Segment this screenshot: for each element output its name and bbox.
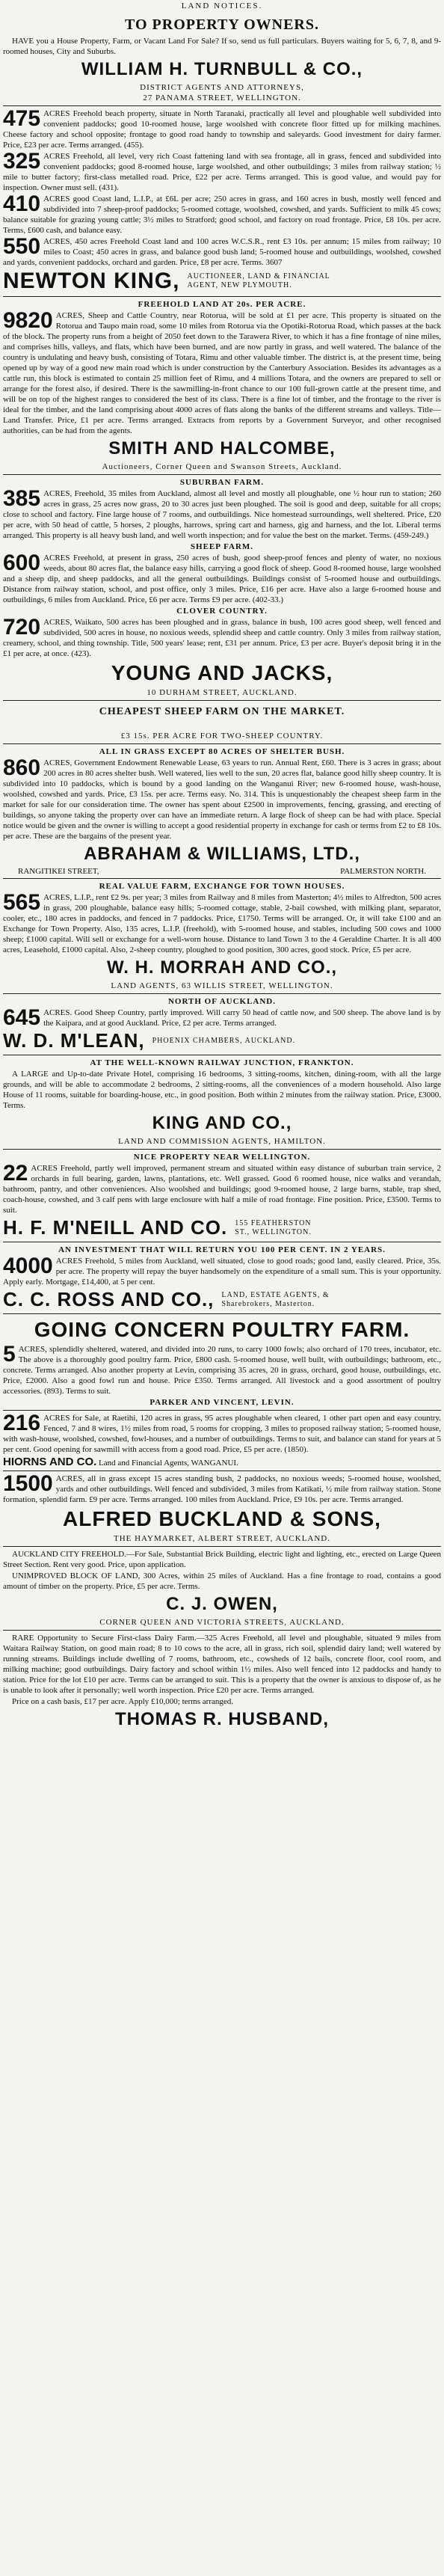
ad-parker-vincent xyxy=(3,1314,441,1411)
acreage-number: 5 xyxy=(3,1342,16,1367)
ad-smith-halcombe xyxy=(3,297,441,475)
listing-text: ACRES Freehold, all level, very rich Coast fattening land with sea frontage, all in grass, fenced and subdivided into convenient paddocks; good 8-roomed house, large woolshed, and other outbuildings; 3 miles from railway station; ½ mile to butter factory; first-class metalled road. Price, £22 per acre. Terms arranged. This is good value, and would pay for inspection. Owner must sell. (431). xyxy=(3,152,441,192)
ad-owen xyxy=(3,1547,441,1631)
company-side xyxy=(235,1219,312,1237)
acreage-number: 860 xyxy=(3,755,41,780)
listing-item xyxy=(3,1005,441,1030)
ad-section-heading: CLOVER COUNTRY. xyxy=(176,607,268,616)
company-block xyxy=(3,269,441,294)
company-name: H. F. M'NEILL AND CO. xyxy=(3,1216,228,1239)
ad-young-jacks xyxy=(3,475,441,701)
listing-item xyxy=(3,1344,441,1396)
company-side xyxy=(187,272,330,290)
acreage-number: 720 xyxy=(3,615,41,640)
listing-text: ACRES, Sheep and Cattle Country, near Rotorua, will be sold at £1 per acre. This property is situated on the Rotorua and Taupo main road, some 10 miles from Rotorua via the Opotiki-Rotorua Road, which passes at the back of the block. The property runs from a height of 2050 feet down to the Tarawera River, to which it has a fine frontage of nine miles, and comprises hills, valleys, and flats, which have been burned, and are now partly in grass, and well watered. The balance of the country is undulating and heavy bush, consisting of Totara, Rimu and other valuable timber. The district is, at the present time, being opened up by way of a good new main road which is under construction by the Canterbury Association. Besides its advantages as a cattle run, this block is estimated to contain 25 million feet of Rimu, and 4 millions Totara, and the owners are prepared to sell or arrange for the forest also, if desired. There is the sawmilling-in-front chance to our 100 full-grown cattle at the present time, and will be on top of the highest ranges to considered the best of its class. There is a fine lot of timber, and the frontage to the river is ideal for the timber, and the land comprising about 4000 acres of flats along the banks of the different streams and valleys. Title—Land Transfer. Price, £1 per acre. Terms arranged. Extracts from reports by a Government Surveyor, and other recognised authorities, can be had from the agents. xyxy=(3,311,441,435)
company-side: PHOENIX CHAMBERS, AUCKLAND. xyxy=(152,1036,296,1045)
ad-husband xyxy=(3,1631,441,1735)
listing-item xyxy=(3,553,441,605)
acreage-number: 22 xyxy=(3,1161,28,1186)
listing-text: ACRES, all in grass except 15 acres standing bush, 2 paddocks, no noxious weeds; 5-roomed house, woolshed, yards and other outbuildings. Well fenced and subdivided, 3 miles from Katikati, ½ mile from railway station. Stone formation, splendid farm. £9 per acre. Terms arranged. 100 miles from Auckland. Price, £9 10s. per acre. Terms arranged. xyxy=(3,1474,441,1504)
company-side-line: Sharebrokers, Masterton. xyxy=(221,1299,315,1308)
listing-item xyxy=(3,617,441,659)
ad-heading: CHEAPEST SHEEP FARM ON THE MARKET. xyxy=(99,706,345,717)
company-block xyxy=(3,1029,441,1052)
acreage-number: 4000 xyxy=(3,1254,53,1278)
listing-text: ACRES good Coast land, L.I.P., at £6L per acre; 250 acres in grass, and 160 acres in bush, mostly well fenced and subdivided into 7 sheep-proof paddocks; 5-roomed cottage, woolshed, cowshed, and yards. Sufficient to milk 45 cows; balance suitable for grazing young cattle; 3½ miles to Stratford; good school, and factory on road frontage. Price, £8 10s. per acre. Terms, £600 cash, and balance easy. xyxy=(3,194,441,235)
ad-section-heading: AT THE WELL-KNOWN RAILWAY JUNCTION, FRANKTON. xyxy=(90,1058,354,1067)
section-header: LAND NOTICES. xyxy=(181,1,263,10)
ad-section-heading: NORTH OF AUCKLAND. xyxy=(167,997,277,1006)
listing-item xyxy=(3,191,441,236)
listing-item xyxy=(3,1163,441,1215)
company-name: C. J. OWEN, xyxy=(166,1594,278,1614)
company-side xyxy=(221,1291,329,1309)
company-name: W. D. M'LEAN, xyxy=(3,1029,145,1052)
acreage-number: 600 xyxy=(3,551,41,575)
acreage-number: 216 xyxy=(3,1411,41,1435)
company-side-line: AGENT, NEW PLYMOUTH. xyxy=(187,281,292,289)
company-line xyxy=(3,1456,441,1468)
ad-body: HAVE you a House Property, Farm, or Vacant Land For Sale? If so, send us full particulars. Buyers waiting for 5, 6, 7, 8, and 9-roomed houses, City and Suburbs. xyxy=(3,37,441,56)
listing-item xyxy=(3,892,441,955)
ad-heading: TO PROPERTY OWNERS. xyxy=(125,16,319,33)
listing-text: ACRES Freehold, partly well improved, permanent stream and situated within easy distance of suburban train service, 2 orchards in full bearing, garden, lawns, plantations, etc. Well grassed. Good 6 roomed house, nice walks and verandah, bathroom, pantry, and other conveniences. Also woolshed and buildings; good 9-roomed house, 2 large barns, stable, trap shed, coach-house, cowshed, and 3 calf pens with large enclosure with half a mile of road frontage. Fine position. Price, £3500. Terms to suit. xyxy=(3,1164,441,1215)
ad-section-heading: AN INVESTMENT THAT WILL RETURN YOU 100 PER CENT. IN 2 YEARS. xyxy=(58,1245,386,1254)
company-address-line: DISTRICT AGENTS AND ATTORNEYS, xyxy=(140,83,304,92)
company-name: ABRAHAM & WILLIAMS, LTD., xyxy=(84,844,360,864)
listing-item xyxy=(3,236,441,268)
ad-cheapest-sheep-farm xyxy=(3,701,441,744)
ad-section-heading: SUBURBAN FARM. xyxy=(179,478,265,487)
company-name: WILLIAM H. TURNBULL & CO., xyxy=(81,59,363,79)
acreage-number: 645 xyxy=(3,1005,41,1030)
ad-king xyxy=(3,1055,441,1150)
listing-item xyxy=(3,755,441,841)
company-block xyxy=(3,1216,441,1239)
ad-section-heading: SHEEP FARM. xyxy=(190,542,254,551)
listing-text: ACRES Freehold beach property, situate in North Taranaki, practically all level and ploughable well subdivided into convenient paddocks; good 10-roomed house, large woolshed with concrete floor fitted up for milking machines. Cheese factory and school opposite; frontage to good road handy to township and saleyards. Good investment for dairy farmer. Price, £23 per acre. Terms arranged. (455). xyxy=(3,109,441,150)
listing-item xyxy=(3,1473,441,1505)
listing-text: ACRES, splendidly sheltered, watered, and divided into 20 runs, to carry 1000 fowls; also orchard of 170 trees, incubator, etc. The above is a thoroughly good poultry farm. Price, £800 cash. 5-roomed house, well built, with outbuildings; bathroom, etc., concrete. Terms arranged. Also another property at Levin, comprising 35 acres, 20 in grass, orchard, good house, outbuildings, etc. Price, £2000. Also a good fowl run and house. Price £350. Terms arranged. All livestock and a good assortment of poultry accessories. (893). Terms to suit. xyxy=(3,1345,441,1396)
company-name: HIORNS AND CO. xyxy=(3,1456,97,1468)
company-name: KING AND CO., xyxy=(152,1113,292,1133)
listing-text: ACRES Freehold, at present in grass, 250 acres of bush, good sheep-proof fences and plenty of water, no noxious weeds, about 80 acres flat, the balance easy hills, carrying a good flock of sheep. Good 8-roomed house, large woolshed and a sheep dip, and sheep paddocks, and all the general outbuildings. Buildings consist of 5-roomed house and outbuildings. Distance from railway station, school, and post office, only 3 miles. Price, £16 per acre. Have also a large 6-roomed house and outbuildings, 6 miles from Auckland. Price, £6 per acre. Terms £9 per acre. (402-33.) xyxy=(3,553,441,604)
company-address-line: LAND AND COMMISSION AGENTS, HAMILTON. xyxy=(118,1137,326,1146)
listing-text: ACRES for Sale, at Raetihi, 120 acres in grass, 95 acres ploughable when cleared, 1 other part open and easy country. Fenced, 7 and 8 wires, 1½ miles from road, 5 rooms for cropping, 3 miles to proposed railway station; 5-roomed house, with wash-house, woolshed, cowshed, fowl-houses, and a number of outbuildings. Terms to suit, and balance can stand for years at 5 per cent. Good opening for sawmill with access from a good road. Price, £5 per acre. (1850). xyxy=(3,1414,441,1454)
company-name: SMITH AND HALCOMBE, xyxy=(108,438,336,459)
company-address-line: 10 DURHAM STREET, AUCKLAND. xyxy=(147,688,297,697)
acreage-number: 385 xyxy=(3,486,41,511)
company-address-line: THE HAYMARKET, ALBERT STREET, AUCKLAND. xyxy=(113,1534,331,1543)
acreage-number: 550 xyxy=(3,234,41,259)
company-name: NEWTON KING, xyxy=(3,269,180,293)
company-block xyxy=(3,1288,441,1311)
listing-item xyxy=(3,108,441,150)
ad-paragraph: Price on a cash basis, £17 per acre. Apply £10,000; terms arranged. xyxy=(12,1697,233,1706)
ad-section-heading: NICE PROPERTY NEAR WELLINGTON. xyxy=(133,1153,311,1162)
company-name: YOUNG AND JACKS, xyxy=(111,661,333,684)
company-name: PARKER AND VINCENT, LEVIN. xyxy=(149,1398,295,1407)
company-address-right: PALMERSTON NORTH. xyxy=(340,867,426,876)
ad-mneill xyxy=(3,1150,441,1242)
ad-newton-king xyxy=(3,106,441,297)
ad-section-heading: REAL VALUE FARM, EXCHANGE FOR TOWN HOUSES. xyxy=(99,882,345,891)
listing-item xyxy=(3,1256,441,1287)
ad-body: A LARGE and Up-to-date Private Hotel, comprising 16 bedrooms, 3 sitting-rooms, kitchen, dining-room, with all the large grounds, and will be able to accommodate 2 bedrooms, 2 sitting-rooms, all the conveniences of a modern household. Also large House of 11 rooms, suitable for boarding-house, etc., in good position. Both within 2 minutes from the railway station. Price, £3000. Terms. xyxy=(3,1070,441,1110)
company-name: W. H. MORRAH AND CO., xyxy=(106,957,338,978)
listing-text: ACRES, 450 acres Freehold Coast land and 100 acres W.C.S.R., rent £3 10s. per annum; 15 miles from railway; 10 miles to Coast; 450 acres in grass, and balance good bush land; 5-roomed house and outbuildings, woolshed, cowshed and yards, convenient paddocks, orchard and garden. Price, £8 per acre. Terms. 3607 xyxy=(3,237,441,267)
company-address-line: CORNER QUEEN AND VICTORIA STREETS, AUCKLAND. xyxy=(99,1618,345,1627)
listing-item xyxy=(3,1413,441,1455)
listing-item xyxy=(3,310,441,436)
listing-text: ACRES Freehold, 5 miles from Auckland, well situated, close to good roads; good land, easily cleared. Price, 35s. per acre. The property will repay the buyer handsomely on the expenditure of a small sum. This is your opportunity. Apply early. Mortgage, £14,400, at 5 per cent. xyxy=(3,1257,441,1287)
acreage-number: 325 xyxy=(3,149,41,174)
company-side-line: 155 FEATHERSTON xyxy=(235,1218,312,1227)
company-address xyxy=(3,867,441,876)
acreage-number: 565 xyxy=(3,890,41,915)
ad-hiorns xyxy=(3,1411,441,1471)
ad-mlean xyxy=(3,994,441,1055)
company-name: THOMAS R. HUSBAND, xyxy=(115,1709,329,1729)
listing-text: ACRES, L.I.P., rent £2 9s. per year; 3 miles from Railway and 8 miles from Masterton; 4½ miles to Alfredton, 500 acres in grass, 200 ploughable, balance easy hills; 5-roomed cottage, stable, 2-bail cowshed, with milking plant, separator, cooler, etc., 180 acres in paddocks, and fenced in 7 paddocks. Price, £1750. Terms will be arranged. Or, it will take £100 and an Exchange for Town Property. Also, 135 acres, L.I.P. (freehold), with 5-roomed house, and stables, including 500 cows and 1000 sheep; £1000 capital. Will sell or exchange for a well-worn house. Distance to land Town 3 to the 4 Geraldine Charter. It is all 400 acres, Leasehold, £1000 capital. Also, 2-sheep country, ploughed to good position, 300 acres, good stock. Price, £5 per acre. xyxy=(3,893,441,954)
ad-section-heading: ALL IN GRASS EXCEPT 80 ACRES OF SHELTER BUSH. xyxy=(99,747,345,756)
listing-text: ACRES, Waikato, 500 acres has been ploughed and in grass, balance in bush, 100 acres good sheep, well fenced and subdivided, 500 acres in house, no noxious weeds, splendid sheep and cattle country. Only 3 miles from railway station, creamery, school, and thing township. Title, 500 years' lease; rent, £31 per annum. Price, £3 per acre. Buyer's deposit bring it in the £1 per acre, at once. (423). xyxy=(3,618,441,658)
ad-turnbull xyxy=(3,12,441,106)
company-address-line: LAND AGENTS, 63 WILLIS STREET, WELLINGTON. xyxy=(111,981,333,990)
listing-item xyxy=(3,488,441,541)
acreage-number: 410 xyxy=(3,191,41,216)
ad-abraham-williams xyxy=(3,744,441,879)
listing-text: ACRES, Freehold, 35 miles from Auckland, almost all level and mostly all ploughable, one ½ hour run to station; 260 acres in grass, 25 acres now grass, 20 to 30 acres just been ploughed. The soil is good and deep, suitable for all crops; close to school and factory. Fine large house of 7 rooms, and outbuildings. Nice homestead surroundings, well sheltered. Price, £20 per acre, with 50 head of cattle, 5 horses, 2 ploughs, harrows, spring cart and harness, gig and harness, and the lot. Liberal terms arranged. This property is all heavy bush land, and well worth inspection; and for value the best on the market. Terms. (459-249.) xyxy=(3,489,441,540)
ad-paragraph: UNIMPROVED BLOCK OF LAND, 300 Acres, within 25 miles of Auckland. Has a fine frontage to road, contains a good amount of timber on the property. Price, £5 per acre. Terms. xyxy=(3,1571,441,1591)
company-address-left: RANGITIKEI STREET, xyxy=(18,867,99,876)
acreage-number: 1500 xyxy=(3,1471,53,1496)
ad-buckland xyxy=(3,1471,441,1547)
listing-text: ACRES. Good Sheep Country, partly improved. Will carry 50 head of cattle now, and 500 sheep. The above land is by the Kaipara, and at good Auckland. Price, £2 per acre. Terms arranged. xyxy=(43,1008,441,1028)
listing-text: ACRES, Government Endowment Renewable Lease, 63 years to run. Annual Rent, £60. There is 3 acres in grass; about 200 acres in 80 acres shelter bush. Well watered, lies well to the sun, 20 acres flat, balance good hilly sheep country. It is subdivided into 10 paddocks, which is bound by a good landing on the Wanganui River; new 6-roomed house, wash-house, woolshed, cowshed and yards. Price, £3 15s. per acre. Terms easy. No. 314. This is unquestionably the cheapest sheep farm in the market for sale for our consideration time. The owner has spent about £2500 in improvements, fencing, grassing, and erecting of buildings, so anyone taking the property over can have an immediate return. A large flock of sheep can be had with place. Special notice would be given and the owner is willing to accept a good residential property in exchange for cash or terms from £2 to £8 10s. per acre. These are the bargains of the present year. xyxy=(3,758,441,841)
company-address-line: Auctioneers, Corner Queen and Swanson Streets, Auckland. xyxy=(102,462,342,471)
listing-item xyxy=(3,151,441,193)
acreage-number: 9820 xyxy=(3,308,53,333)
ad-paragraph: RARE Opportunity to Secure First-class Dairy Farm.—325 Acres Freehold, all level and ploughable, situated 9 miles from Waitara Railway Station, on good main road; 8 to 10 cows to the acre, all in grass, rich soil, splendid dairy land; well watered by running streams. Buildings include dwelling of 7 rooms, bathroom, etc., cowsheds of 12 bails, concrete floor, cool room, and milking machine; good outbuildings. Dairy factory and school within 1½ miles. Also well fenced into 12 paddocks and handy to station. Price for the lot £10 per acre. Terms can be arranged to suit. This is a property that the owner is anxious to dispose of, as he is unable to look after it personally; well worth inspection. Price £20 per acre. Terms arranged. xyxy=(3,1634,441,1695)
company-side-line: LAND, ESTATE AGENTS, & xyxy=(221,1290,330,1299)
land-notices-page xyxy=(3,0,441,1735)
ad-ross xyxy=(3,1242,441,1314)
company-address-line: 27 PANAMA STREET, WELLINGTON. xyxy=(143,93,301,102)
company-name: ALFRED BUCKLAND & SONS, xyxy=(63,1507,381,1530)
ad-price-line: £3 15s. PER ACRE FOR TWO-SHEEP COUNTRY. xyxy=(120,732,324,740)
company-side-line: ST., WELLINGTON. xyxy=(235,1227,312,1236)
company-side-line: AUCTIONEER, LAND & FINANCIAL xyxy=(187,272,330,280)
acreage-number: 475 xyxy=(3,106,41,131)
ad-paragraph: AUCKLAND CITY FREEHOLD.—For Sale, Substantial Brick Building, electric light and lighting, etc., erected on Large Queen Street Section. Rent very good. Price, upon application. xyxy=(3,1550,441,1569)
company-name: C. C. ROSS AND CO., xyxy=(3,1288,215,1310)
company-tail: Land and Financial Agents, WANGANUI. xyxy=(99,1459,238,1468)
ad-morrah xyxy=(3,879,441,994)
ad-section-heading: FREEHOLD LAND AT 20s. PER ACRE. xyxy=(138,300,306,309)
ad-heading: GOING CONCERN POULTRY FARM. xyxy=(34,1318,410,1341)
